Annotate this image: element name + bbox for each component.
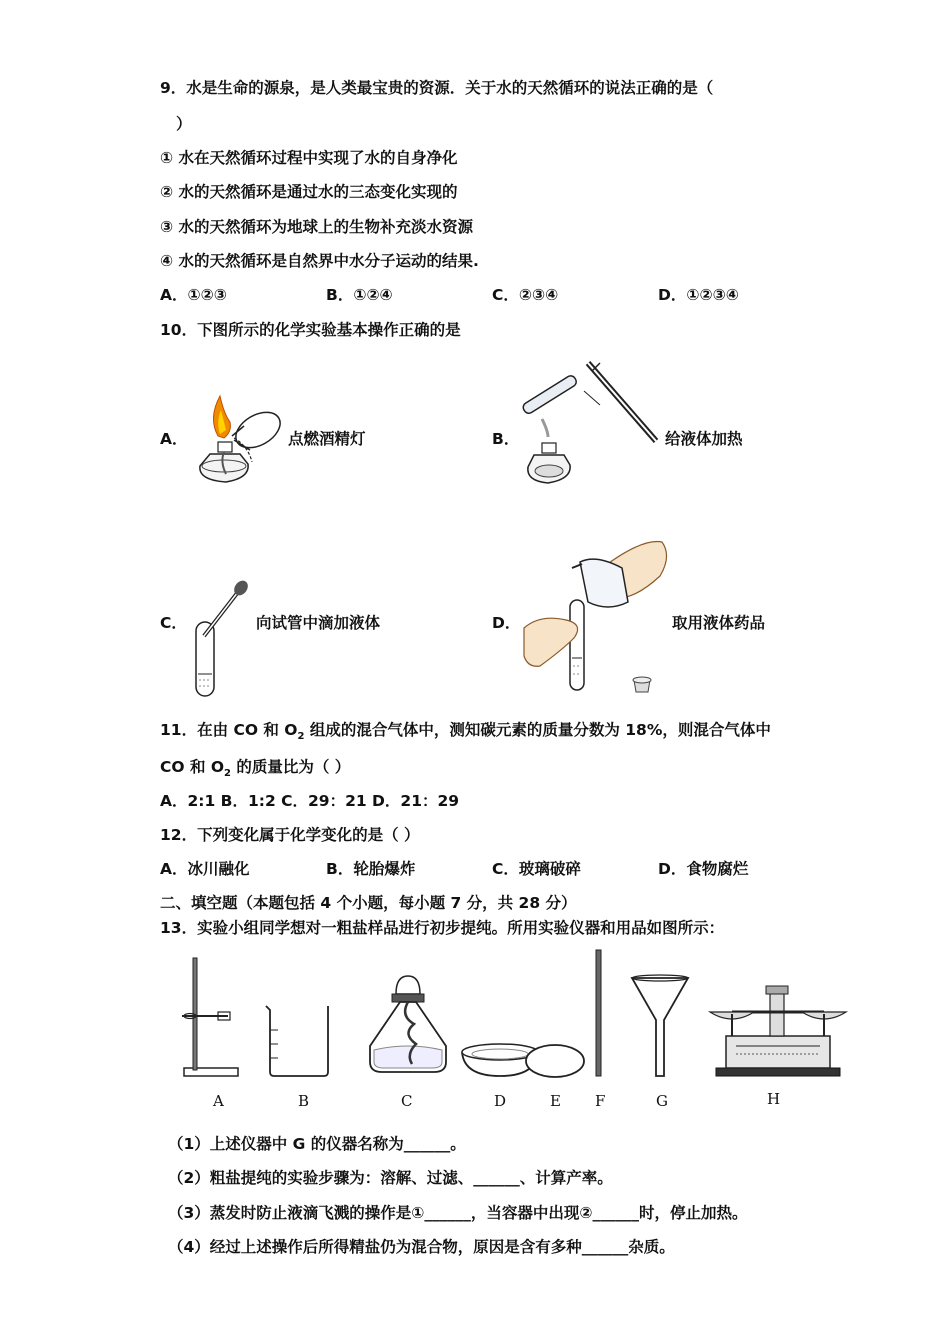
q13-stem: 13．实验小组同学想对一粗盐样品进行初步提纯。所用实验仪器和用品如图所示： (160, 919, 725, 937)
q12-option-b: B．轮胎爆炸 (326, 860, 416, 878)
q9-option-b: B．①②④ (326, 286, 393, 304)
q9-stem-line1: 9．水是生命的源泉，是人类最宝贵的资源．关于水的天然循环的说法正确的是（ (160, 79, 714, 97)
q12-stem: 12．下列变化属于化学变化的是（ ） (160, 826, 420, 844)
q13-sub-1: （1）上述仪器中 G 的仪器名称为______。 (168, 1135, 466, 1153)
q12-option-d: D．食物腐烂 (658, 860, 749, 878)
q13-sub-3: （3）蒸发时防止液滴飞溅的操作是①______，当容器中出现②______时，停止加热。 (168, 1204, 748, 1222)
q9-stem-line2: ） (176, 115, 192, 133)
q9-option-c: C．②③④ (492, 286, 559, 304)
q9-item-1: ① 水在天然循环过程中实现了水的自身净化 (160, 149, 458, 167)
q10-option-d-caption: 取用液体药品 (672, 614, 766, 632)
q9-item-2: ② 水的天然循环是通过水的三态变化实现的 (160, 183, 458, 201)
q10-option-b-letter: B． (492, 430, 520, 448)
glass-rod-icon (596, 950, 601, 1076)
apparatus-label-e: E (550, 1092, 561, 1110)
heating-liquid-illustration (528, 357, 663, 492)
beaker-icon (266, 1006, 328, 1076)
q11-stem-line1: 11．在由 CO 和 $O_2$ 组成的混合气体中，测知碳元素的质量分数为 18%，则混合气体中 (160, 721, 771, 743)
q13-sub-2: （2）粗盐提纯的实验步骤为：溶解、过滤、______、计算产率。 (168, 1169, 613, 1187)
q10-option-d-letter: D． (492, 614, 521, 632)
q10-option-b-caption: 给液体加热 (665, 430, 743, 448)
dropper-illustration (190, 578, 250, 700)
apparatus-label-b: B (298, 1092, 310, 1110)
q9-option-d: D．①②③④ (658, 286, 739, 304)
q9-option-a: A．①②③ (160, 286, 227, 304)
apparatus-label-f: F (595, 1092, 606, 1110)
watch-glass-icon (526, 1045, 584, 1077)
apparatus-label-a: A (213, 1092, 224, 1110)
lab-apparatus-figure (170, 950, 860, 1090)
q10-option-a-caption: 点燃酒精灯 (288, 430, 366, 448)
section-2-heading: 二、填空题（本题包括 4 个小题，每小题 7 分，共 28 分） (160, 894, 577, 912)
apparatus-label-h: H (767, 1090, 781, 1108)
funnel-icon (632, 975, 688, 1076)
pouring-liquid-illustration (522, 528, 672, 700)
q11-stem-line2: CO 和 $O_2$ 的质量比为（ ） (160, 758, 351, 780)
q10-option-c-letter: C． (160, 614, 187, 632)
q12-option-c: C．玻璃破碎 (492, 860, 581, 878)
iron-stand-icon (182, 958, 238, 1076)
lighting-alcohol-lamp-illustration (190, 388, 290, 493)
q10-option-a-letter: A． (160, 430, 188, 448)
alcohol-lamp-icon (370, 976, 446, 1072)
q9-item-3: ③ 水的天然循环为地球上的生物补充淡水资源 (160, 218, 474, 236)
q10-option-c-caption: 向试管中滴加液体 (256, 614, 381, 632)
apparatus-label-g: G (656, 1092, 668, 1110)
q11-options: A．2:1 B．1:2 C．29：21 D．21：29 (160, 792, 460, 810)
apparatus-label-d: D (494, 1092, 507, 1110)
apparatus-label-c: C (401, 1092, 413, 1110)
balance-icon (710, 986, 846, 1076)
q12-option-a: A．冰川融化 (160, 860, 250, 878)
q13-sub-4: （4）经过上述操作后所得精盐仍为混合物，原因是含有多种______杂质。 (168, 1238, 675, 1256)
q9-item-4: ④ 水的天然循环是自然界中水分子运动的结果. (160, 252, 479, 270)
q10-stem: 10．下图所示的化学实验基本操作正确的是 (160, 321, 461, 339)
